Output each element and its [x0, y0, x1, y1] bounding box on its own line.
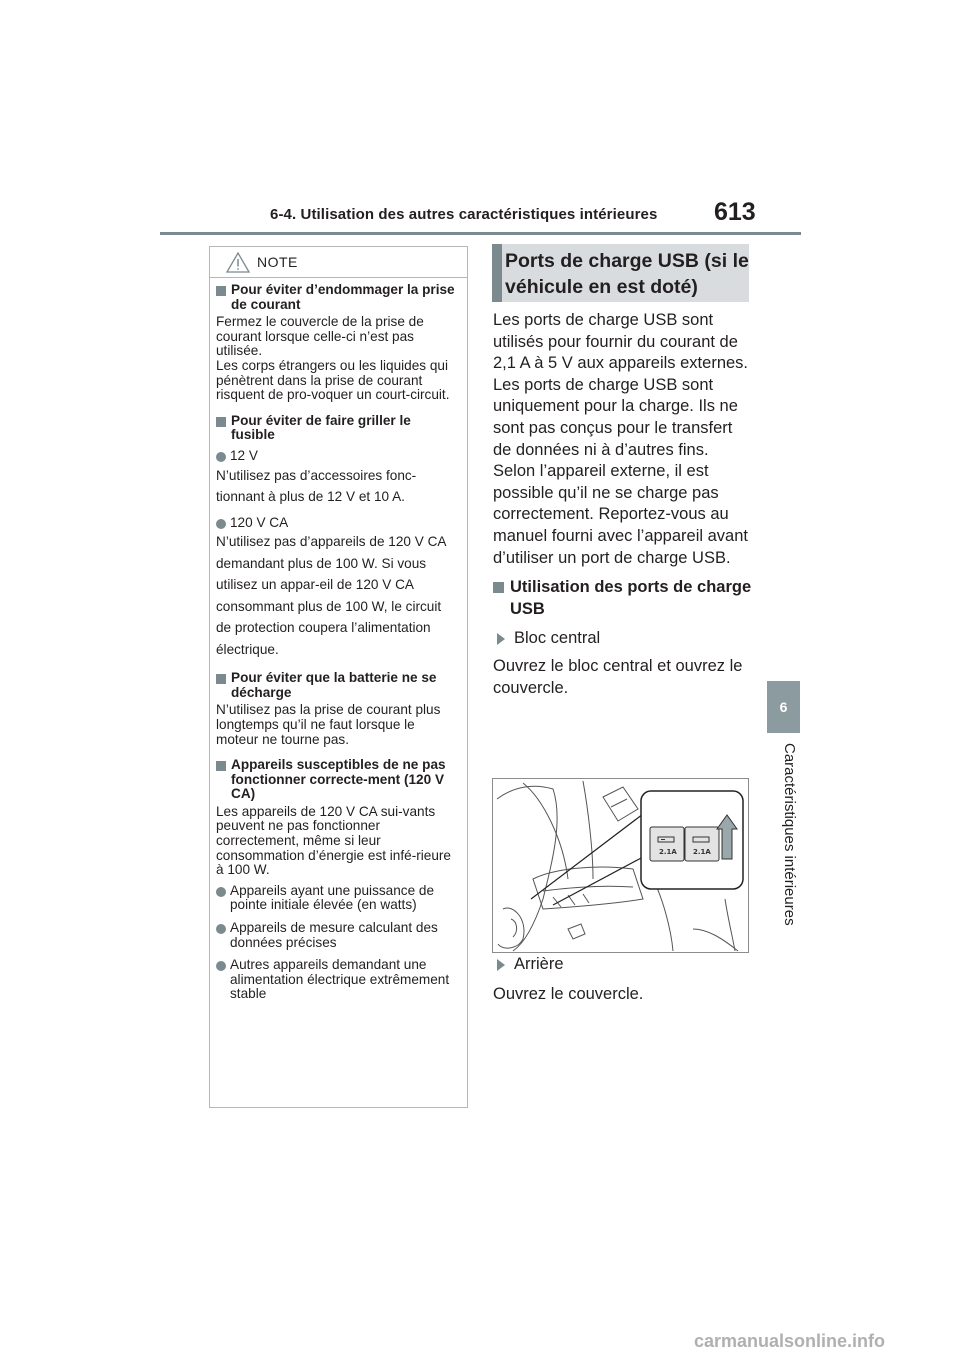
note-box [209, 246, 468, 1108]
sub-heading: Utilisation des ports de charge USB [493, 577, 755, 620]
section-body [493, 310, 755, 699]
watermark: carmanualsonline.info [694, 1331, 886, 1351]
note-bullet: 120 V CA [216, 516, 457, 531]
body-paragraph: Selon l’appareil externe, il est possible qu’il ne se charge pas correctement. Reportez-vous au manuel fourni avec l’appareil avant d’utiliser un port de charge USB. [493, 462, 748, 567]
section-heading-line2: véhicule en est doté) [505, 276, 698, 298]
body-paragraph: Les ports de charge USB sont utilisés pour fournir du courant de 2,1 A à 5 V aux appareils externes. [493, 311, 749, 373]
note-heading: Pour éviter de faire griller le fusible [216, 414, 457, 443]
body-paragraph: Ouvrez le couvercle. [493, 985, 644, 1003]
body-paragraph: Les ports de charge USB sont uniquement pour la charge. Ils ne sont pas conçus pour le transfert de données ni à d’autres fins. [493, 375, 738, 459]
console-drawing [493, 779, 748, 952]
port-label-right: 2.1A [693, 848, 711, 856]
note-paragraph: Les appareils de 120 V CA sui-vants peuvent ne pas fonctionner correctement, même si leur consommation d’énergie est infé-rieure à 100 W. [216, 803, 451, 878]
note-paragraph: Les corps étrangers ou les liquides qui pénètrent dans la prise de courant risquent de pro-voquer un court-circuit. [216, 357, 450, 403]
chapter-tab: 6 [767, 681, 800, 733]
triangle-bullet-icon [497, 633, 505, 645]
round-bullet-icon [216, 887, 226, 897]
note-paragraph: N’utilisez pas la prise de courant plus longtemps qu’il ne faut lorsque le moteur ne tourne pas. [216, 702, 441, 747]
warning-triangle-icon [226, 252, 250, 273]
round-bullet-icon [216, 961, 226, 971]
note-label: NOTE [257, 254, 298, 270]
note-paragraph: N’utilisez pas d’appareils de 120 V CA demandant plus de 100 W. Si vous utilisez un appar-eil de 120 V CA consommant plus de 100 W, le circuit de protection coupera l’alimentation électrique. [216, 534, 446, 657]
note-header [210, 247, 467, 278]
section-heading-line1: Ports de charge USB (si le [505, 250, 749, 272]
chapter-title: Caractéristiques intérieures [781, 743, 798, 926]
triangle-bullet-icon [497, 959, 505, 971]
round-bullet-icon [216, 924, 226, 934]
square-bullet-icon [216, 286, 226, 296]
note-body [210, 278, 467, 1002]
note-paragraph: N’utilisez pas d’accessoires fonc-tionnant à plus de 12 V et 10 A. [216, 467, 417, 505]
location-item-central: Bloc central [493, 628, 755, 650]
note-heading: Appareils susceptibles de ne pas fonctionner correcte-ment (120 V CA) [216, 758, 457, 802]
note-bullet: Appareils ayant une puissance de pointe initiale élevée (en watts) [216, 884, 457, 913]
section-heading [492, 244, 749, 302]
square-bullet-icon [493, 582, 504, 593]
square-bullet-icon [216, 761, 226, 771]
round-bullet-icon [216, 519, 226, 529]
location-item-rear: Arrière [493, 955, 564, 974]
page-number: 613 [714, 198, 756, 226]
note-bullet: Autres appareils demandant une alimentation électrique extrêmement stable [216, 958, 457, 1002]
note-heading: Pour éviter que la batterie ne se décharge [216, 671, 457, 700]
square-bullet-icon [216, 417, 226, 427]
note-heading: Pour éviter d’endommager la prise de courant [216, 283, 457, 312]
body-paragraph: Ouvrez le bloc central et ouvrez le couvercle. [493, 656, 743, 697]
usb-ports-illustration [492, 778, 749, 953]
port-label-left: 2.1A [659, 848, 677, 856]
note-bullet: Appareils de mesure calculant des données précises [216, 921, 457, 950]
note-bullet: 12 V [216, 449, 457, 464]
running-header: 6-4. Utilisation des autres caractéristiques intérieures [270, 206, 658, 223]
header-rule [160, 232, 801, 235]
round-bullet-icon [216, 452, 226, 462]
square-bullet-icon [216, 674, 226, 684]
note-paragraph: Fermez le couvercle de la prise de courant lorsque celle-ci n’est pas utilisée. [216, 314, 424, 359]
